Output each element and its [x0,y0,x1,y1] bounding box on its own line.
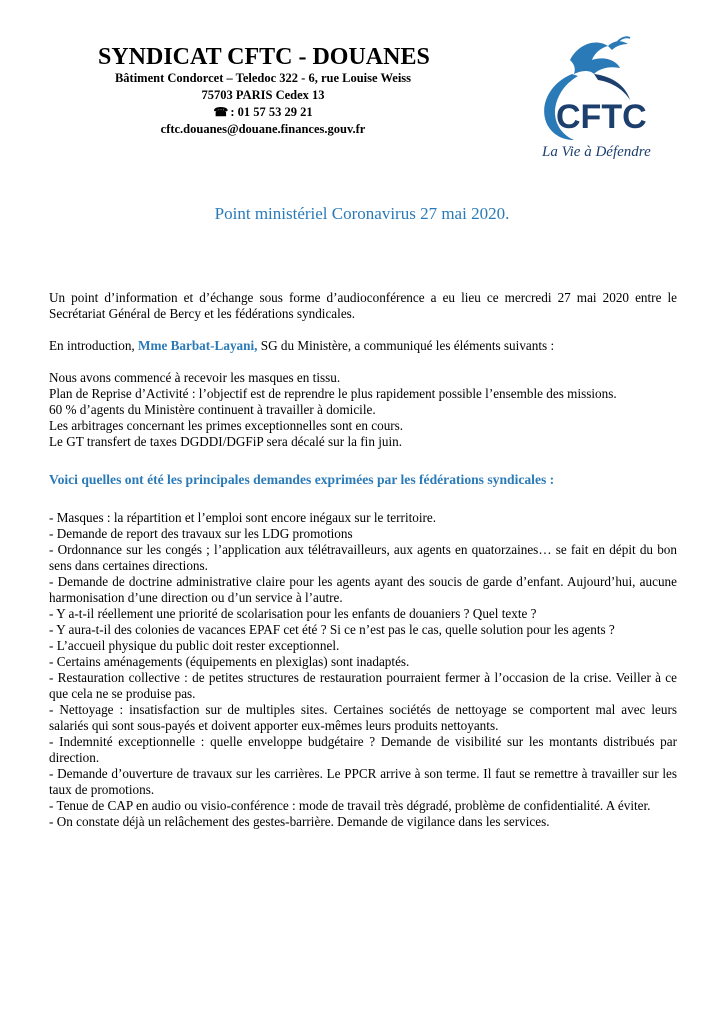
list-item: - Ordonnance sur les congés ; l’application aux télétravailleurs, aux agents en quatorzaines… se fait en dépit du bon sens dans certaines directions. [49,542,677,573]
email-address: cftc.douanes@douane.finances.gouv.fr [160,122,366,136]
list-item: - Y a-t-il réellement une priorité de scolarisation pour les enfants de douaniers ? Quel texte ? [49,606,537,621]
list-item: - Nettoyage : insatisfaction sur de multiples sites. Certaines sociétés de nettoyage se comportent mal avec leurs salariés qui sont sous-payés et doivent apporter eux-mêmes leurs produits nettoyants. [49,702,677,733]
logo-slogan: La Vie à Défendre [542,144,651,160]
list-item: - Demande de report des travaux sur les LDG promotions [49,526,353,541]
list-item: - Y aura-t-il des colonies de vacances EPAF cet été ? Si ce n’est pas le cas, quelle solution pour les agents ? [49,622,615,637]
list-item: Les arbitrages concernant les primes exceptionnelles sont en cours. [49,418,404,433]
letterhead-text [98,44,428,138]
intro-paragraph: Un point d’information et d’échange sous forme d’audioconférence a eu lieu ce mercredi 27 mai 2020 entre le Secrétariat Général de Bercy et les fédérations syndicales. [49,290,677,321]
list-item: - Masques : la répartition et l’emploi sont encore inégaux sur le territoire. [49,510,437,525]
list-item: - Demande d’ouverture de travaux sur les carrières. Le PPCR arrive à son terme. Il faut se remettre à travailler sur les taux de promotions. [49,766,677,797]
introduction-line [49,338,677,354]
speaker-name: Mme Barbat-Layani, [138,338,258,353]
list-item: Le GT transfert de taxes DGDDI/DGFiP sera décalé sur la fin juin. [49,434,403,449]
demands-heading: Voici quelles ont été les principales demandes exprimées par les fédérations syndicales : [49,472,555,487]
introduction-suffix: SG du Ministère, a communiqué les éléments suivants : [257,338,555,353]
phone-number: : 01 57 53 29 21 [230,105,313,119]
list-item: - Demande de doctrine administrative claire pour les agents ayant des soucis de garde d’enfant. Aujourd’hui, aucune harmonisation d’une direction ou d’un service à l’autre. [49,574,677,605]
list-item: - On constate déjà un relâchement des gestes-barrière. Demande de vigilance dans les services. [49,814,550,829]
demands-list [49,510,677,830]
introduction-prefix: En introduction, [49,338,139,353]
document-body [49,290,677,830]
cftc-logo-graphic [512,30,662,165]
list-item: Plan de Reprise d’Activité : l’objectif est de reprendre le plus rapidement possible l’ensemble des missions. [49,386,617,401]
phone-line [98,104,428,121]
cftc-logo [512,30,662,165]
address-line-1: Bâtiment Condorcet – Teledoc 322 - 6, rue Louise Weiss [114,71,412,85]
letterhead [0,0,724,170]
address-line-2: 75703 PARIS Cedex 13 [201,88,325,102]
list-item: - Restauration collective : de petites structures de restauration pourraient fermer à l’occasion de la crise. Veiller à ce que cela ne se produise pas. [49,670,677,701]
logo-text: CFTC [556,98,647,136]
list-item: - L’accueil physique du public doit rester exceptionnel. [49,638,340,653]
list-item: - Certains aménagements (équipements en plexiglas) sont inadaptés. [49,654,410,669]
document-title: Point ministériel Coronavirus 27 mai 2020. [214,204,510,223]
points-list [49,370,677,450]
list-item: - Tenue de CAP en audio ou visio-conférence : mode de travail très dégradé, problème de confidentialité. A éviter. [49,798,651,813]
org-title: SYNDICAT CFTC - DOUANES [98,44,430,70]
list-item: Nous avons commencé à recevoir les masques en tissu. [49,370,341,385]
telephone-icon: ☎ [213,105,229,119]
list-item: 60 % d’agents du Ministère continuent à travailler à domicile. [49,402,376,417]
list-item: - Indemnité exceptionnelle : quelle enveloppe budgétaire ? Demande de visibilité sur les montants distribués par direction. [49,734,677,765]
